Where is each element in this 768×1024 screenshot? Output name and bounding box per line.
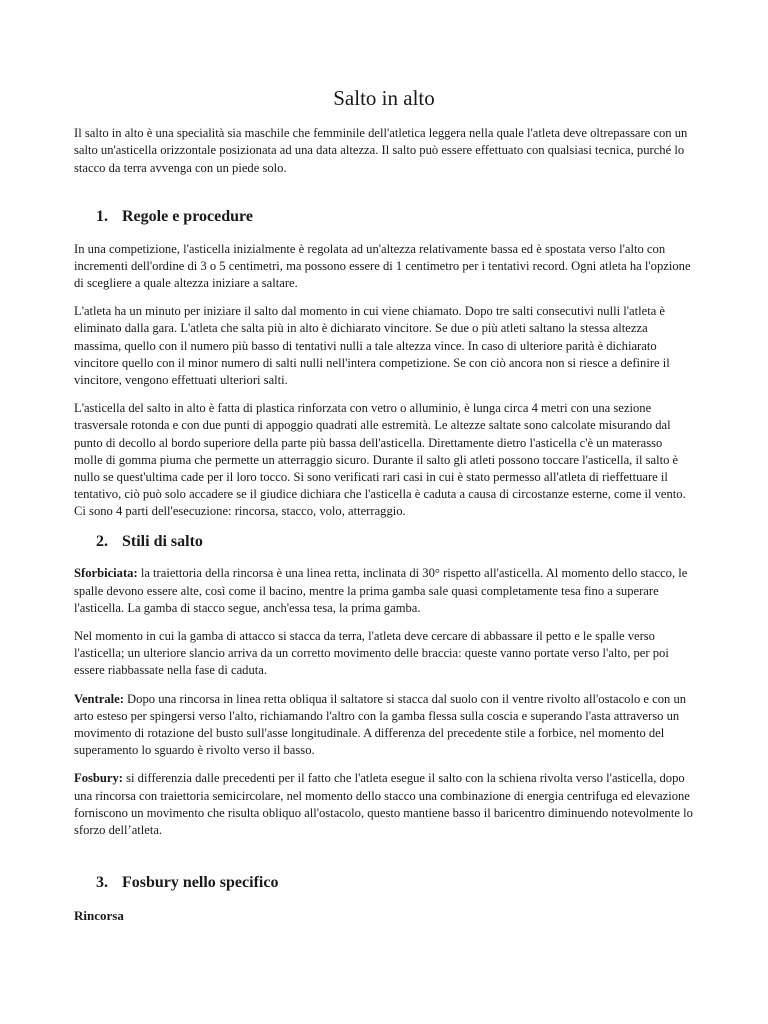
paragraph-fosbury — [74, 770, 694, 839]
term-ventrale: Ventrale: — [74, 691, 124, 706]
paragraph-sforbiciata — [74, 565, 694, 617]
term-fosbury: Fosbury: — [74, 771, 123, 786]
subheading-rincorsa: Rincorsa — [74, 908, 124, 924]
paragraph: L'asticella del salto in alto è fatta di plastica rinforzata con vetro o alluminio, è lunga circa 4 metri con una sezione trasversale rotonda e con due punti di appoggio quadrati alle estremità. Le altezze saltate sono calcolate misurando dal punto di decollo al bordo superiore della parte più bassa dell'asticella. Direttamente dietro l'asticella c'è un materasso molle di gomma piuma che permette un atterraggio sicuro. Durante il salto gli atleti possono toccare l'asticella, il salto è nullo se quest'ultima cade per il loro tocco. Si sono verificati rari casi in cui è stato permesso all'atleta di rieffettuare il tentativo, ciò può solo accadere se il giudice dichiara che l'asticella è caduta a causa di circostanze esterne, come il vento. Ci sono 4 parti dell'esecuzione: rincorsa, stacco, volo, atterraggio. — [74, 401, 686, 519]
paragraph-ventrale — [74, 691, 694, 760]
section-title: Regole e procedure — [122, 207, 253, 225]
intro-paragraph: Il salto in alto è una specialità sia maschile che femminile dell'atletica leggera nella quale l'atleta deve oltrepassare con un salto un'asticella orizzontale posizionata ad una data altezza. Il salto può essere effettuato con qualsiasi tecnica, purché lo stacco da terra avvenga con un piede solo. — [74, 126, 688, 175]
section-heading-stili — [74, 532, 694, 553]
section-heading-fosbury — [74, 873, 694, 894]
term-sforbiciata: Sforbiciata: — [74, 566, 138, 581]
paragraph: L'atleta ha un minuto per iniziare il salto dal momento in cui viene chiamato. Dopo tre salti consecutivi nulli l'atleta è eliminato dalla gara. L'atleta che salta più in alto è dichiarato vincitore. Se due o più atleti saltano la stessa altezza massima, quello con il numero più basso di tentativi nulli a tale altezza vince. In caso di ulteriore parità è dichiarato vincitore quello con il minor numero di salti nulli nell'intera competizione. Se con ciò ancora non si riesce a definire il vincitore, vengono effettuati ulteriori salti. — [74, 304, 670, 388]
section-number: 3. — [96, 874, 108, 892]
section-title: Stili di salto — [122, 532, 203, 550]
paragraph: Nel momento in cui la gamba di attacco si stacca da terra, l'atleta deve cercare di abbassare il petto e le spalle verso l'asticella; un ulteriore slancio arriva da un corretto movimento delle braccia: queste vanno portate verso l'alto, per poi essere riabbassate nella fase di caduta. — [74, 629, 669, 678]
paragraph: In una competizione, l'asticella inizialmente è regolata ad un'altezza relativamente bassa ed è spostata verso l'alto con incrementi dell'ordine di 3 o 5 centimetri, ma possono essere di 1 centimetro per i tentativi record. Ogni atleta ha l'opzione di scegliere a quale altezza iniziare a saltare. — [74, 241, 691, 290]
paragraph-text: si differenzia dalle precedenti per il fatto che l'atleta esegue il salto con la schiena rivolta verso l'asticella, dopo una rincorsa con traiettoria semicircolare, nel momento dello stacco una combinazione di energia centrifuga ed elevazione forniscono un movimento che risulta obliquo all'ostacolo, questo mantiene basso il baricentro diminuendo notevolmente lo sforzo dell’atleta. — [74, 771, 693, 838]
section-number: 1. — [96, 207, 108, 225]
paragraph-text: la traiettoria della rincorsa è una linea retta, inclinata di 30° rispetto all'asticella. Al momento dello stacco, le spalle devono essere alte, così come il bacino, mentre la prima gamba sale quasi completamente tesa fino a superare l'asticella. La gamba di stacco segue, anch'essa tesa, la prima gamba. — [74, 566, 688, 615]
document-title: Salto in alto — [333, 86, 435, 110]
section-title: Fosbury nello specifico — [122, 874, 279, 892]
section-heading-regole — [74, 207, 694, 228]
section-number: 2. — [96, 532, 108, 550]
paragraph-text: Dopo una rincorsa in linea retta obliqua il saltatore si stacca dal suolo con il ventre rivolto all'ostacolo e con un arto esteso per spingersi verso l'alto, richiamando l'altro con la gamba flessa sulla coscia e superando l'asta attraverso un movimento di rotazione del busto sull'asse longitudinale. A differenza del precedente stile a forbice, nel momento del superamento lo sguardo è rivolto verso il basso. — [74, 691, 687, 758]
